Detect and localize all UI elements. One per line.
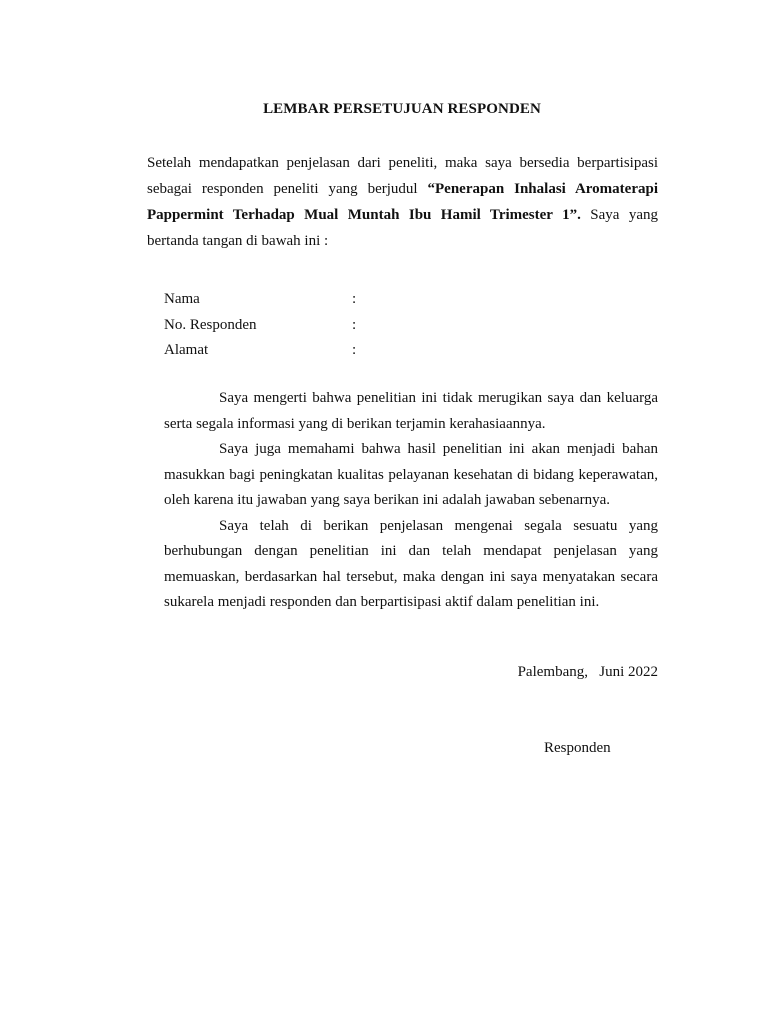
- statement-paragraph-3: Saya telah di berikan penjelasan mengenai segala sesuatu yang berhubungan dengan penelitian ini dan telah mendapat penjelasan yang memuaskan, berdasarkan hal tersebut, maka dengan ini saya menyatakan secara sukarela menjadi responden dan berpartisipasi aktif dalam penelitian ini.: [164, 517, 658, 610]
- field-colon-name: :: [352, 291, 357, 307]
- place-date: Palembang, Juni 2022: [517, 664, 658, 680]
- respondent-fields: [164, 287, 464, 364]
- signature-label: Responden: [544, 740, 611, 756]
- research-title: “Penerapan Inhalasi Aromaterapi Pappermint Terhadap Mual Muntah Ibu Hamil Trimester 1”.: [147, 181, 658, 223]
- field-row-respondent-number: [164, 313, 464, 339]
- field-label-respondent-number: No. Responden: [164, 316, 257, 333]
- document-title: LEMBAR PERSETUJUAN RESPONDEN: [263, 101, 541, 117]
- field-row-name: [164, 287, 464, 313]
- statement-paragraph-2: Saya juga memahami bahwa hasil penelitian ini akan menjadi bahan masukkan bagi peningkatan kualitas pelayanan kesehatan di bidang keperawatan, oleh karena itu jawaban yang saya berikan ini adalah jawaban sebenarnya.: [164, 441, 658, 508]
- intro-text-end: Saya yang bertanda tangan di bawah ini :: [147, 207, 658, 249]
- field-colon-address: :: [352, 342, 357, 358]
- field-label-name: Nama: [164, 291, 200, 307]
- field-label-address: Alamat: [164, 342, 209, 358]
- statement-body: [164, 386, 658, 616]
- field-row-address: [164, 338, 464, 364]
- field-colon-respondent-number: :: [352, 316, 357, 333]
- intro-text-start: Setelah mendapatkan penjelasan dari peneliti, maka saya bersedia berpartisipasi sebagai responden peneliti yang berjudul: [147, 155, 658, 197]
- statement-paragraph-1: Saya mengerti bahwa penelitian ini tidak merugikan saya dan keluarga serta segala informasi yang di berikan terjamin kerahasiaannya.: [164, 390, 658, 432]
- intro-paragraph: [147, 150, 658, 254]
